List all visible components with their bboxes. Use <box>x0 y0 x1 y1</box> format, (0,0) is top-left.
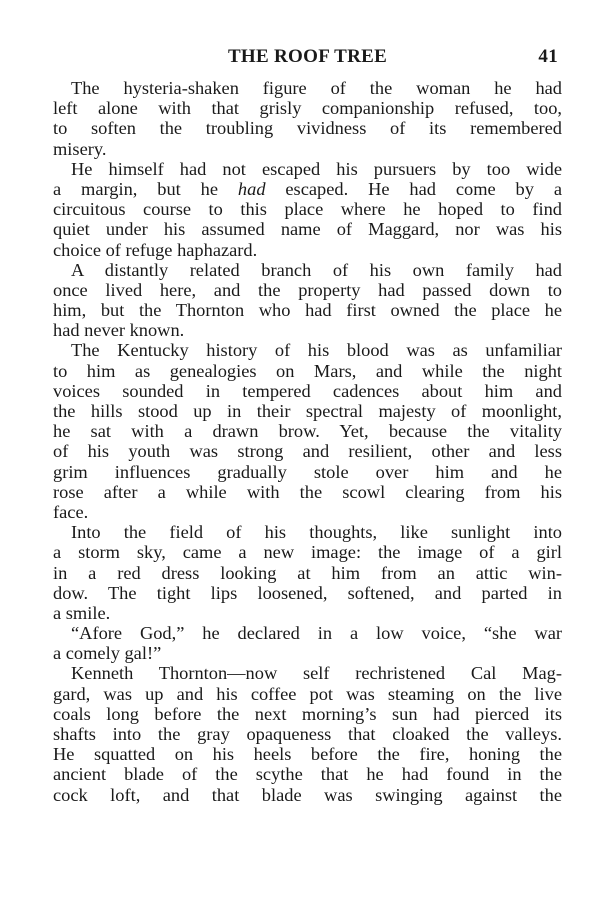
text-line <box>53 724 562 744</box>
text-segment: circuitous course to this place where he hoped to find <box>53 199 562 220</box>
text-line <box>53 159 562 179</box>
text-segment: a smile. <box>53 602 111 623</box>
text-segment: of his youth was strong and resilient, other and less <box>53 441 562 462</box>
text-line <box>53 240 562 260</box>
text-segment: rose after a while with the scowl clearing from his <box>53 481 562 502</box>
text-segment: grim influences gradually stole over him and he <box>53 461 562 482</box>
text-segment: him, but the Thornton who had first owned the place he <box>53 300 562 321</box>
text-segment: left alone with that grisly companionship refused, too, <box>53 98 562 119</box>
text-line <box>53 381 562 401</box>
text-line <box>53 623 562 643</box>
text-line <box>53 522 562 542</box>
text-segment: once lived here, and the property had passed down to <box>53 279 562 300</box>
text-line <box>53 744 562 764</box>
text-line <box>53 603 562 623</box>
text-segment: escaped. He had come by a <box>265 178 562 199</box>
text-line <box>53 320 562 340</box>
text-line <box>53 563 562 583</box>
text-segment: dow. The tight lips loosened, softened, and parted in <box>53 582 562 603</box>
text-line <box>53 139 562 159</box>
text-segment: misery. <box>53 138 107 159</box>
text-segment: The hysteria-shaken figure of the woman he had <box>71 78 562 98</box>
text-segment: had never known. <box>53 320 185 341</box>
page-number: 41 <box>538 46 558 67</box>
text-line <box>53 118 562 138</box>
text-segment: Into the field of his thoughts, like sunlight into <box>71 522 562 543</box>
text-line <box>53 199 562 219</box>
text-line <box>53 421 562 441</box>
text-line <box>53 684 562 704</box>
text-line <box>53 300 562 320</box>
text-segment: quiet under his assumed name of Maggard, nor was his <box>53 219 562 240</box>
text-segment: a margin, but he <box>53 178 238 199</box>
book-page <box>53 42 562 805</box>
text-line <box>53 441 562 461</box>
text-segment: gard, was up and his coffee pot was steaming on the live <box>53 683 562 704</box>
text-line <box>53 280 562 300</box>
text-line <box>53 542 562 562</box>
text-line <box>53 785 562 805</box>
text-line <box>53 78 562 98</box>
text-segment: to soften the troubling vividness of its remembered <box>53 118 562 139</box>
text-line <box>53 583 562 603</box>
text-segment: A distantly related branch of his own family had <box>71 259 562 280</box>
text-segment: a comely gal!” <box>53 643 162 664</box>
running-title: THE ROOF TREE <box>227 46 388 67</box>
text-line <box>53 179 562 199</box>
text-line <box>53 704 562 724</box>
text-line <box>53 98 562 118</box>
text-segment: “Afore God,” he declared in a low voice, “she war <box>71 623 562 644</box>
text-segment: a storm sky, came a new image: the image of a girl <box>53 542 562 563</box>
text-line <box>53 643 562 663</box>
text-line <box>53 260 562 280</box>
text-segment: shafts into the gray opaqueness that cloaked the valleys. <box>53 724 562 744</box>
text-segment: voices sounded in tempered cadences about him and <box>53 380 562 401</box>
text-segment: The Kentucky history of his blood was as unfamiliar <box>71 340 562 361</box>
text-segment: to him as genealogies on Mars, and while the night <box>53 360 562 381</box>
text-line <box>53 462 562 482</box>
text-segment: the hills stood up in their spectral majesty of moonlight, <box>53 401 562 421</box>
text-line <box>53 401 562 421</box>
text-segment: cock loft, and that blade was swinging against the <box>53 784 562 805</box>
text-segment: He himself had not escaped his pursuers by too wide <box>71 158 562 179</box>
text-segment: he sat with a drawn brow. Yet, because the vitality <box>53 421 562 442</box>
text-segment: He squatted on his heels before the fire, honing the <box>53 744 562 765</box>
text-segment: coals long before the next morning’s sun had pierced its <box>53 703 562 724</box>
text-segment: Kenneth Thornton—now self rechristened Cal Mag- <box>71 663 562 684</box>
text-segment: face. <box>53 501 89 522</box>
text-line <box>53 482 562 502</box>
text-line <box>53 219 562 239</box>
running-header <box>53 42 562 72</box>
text-line <box>53 361 562 381</box>
italic-word: had <box>237 178 266 199</box>
text-segment: in a red dress looking at him from an attic win- <box>53 562 562 583</box>
text-segment: ancient blade of the scythe that he had found in the <box>53 764 562 785</box>
text-line <box>53 340 562 360</box>
text-line <box>53 502 562 522</box>
text-line <box>53 663 562 683</box>
text-segment: choice of refuge haphazard. <box>53 239 258 260</box>
text-line <box>53 764 562 784</box>
body-text <box>53 78 562 805</box>
